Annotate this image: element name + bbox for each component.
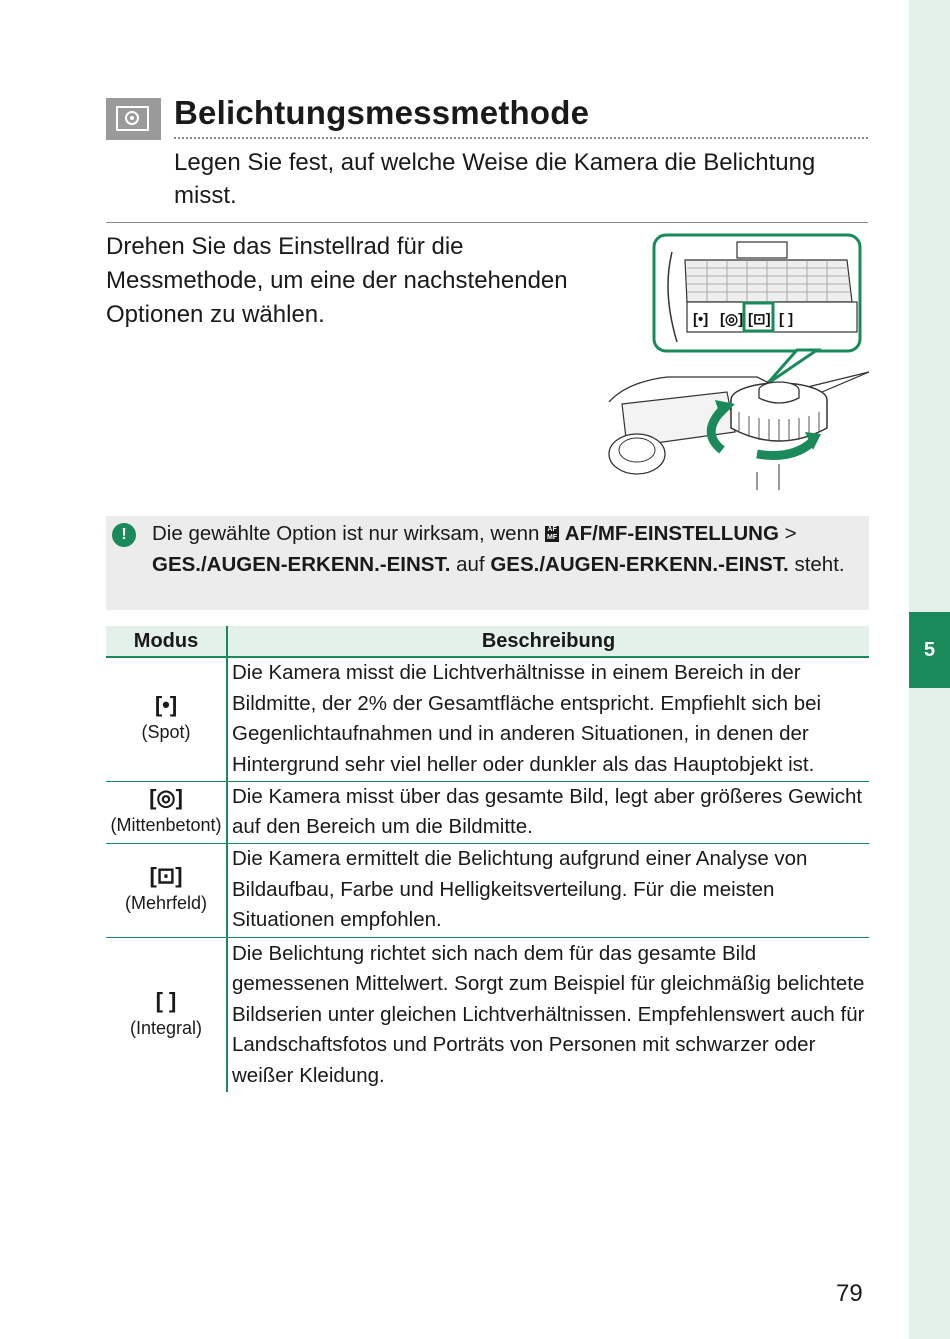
average-mode-icon: [ ] xyxy=(155,987,177,1013)
intro-text: Drehen Sie das Einstellrad für die Messmethode, um eine der nachstehenden Optionen zu wählen. xyxy=(106,233,568,328)
dial-label-spot: [•] xyxy=(693,311,709,328)
note-word-on: auf xyxy=(456,553,485,576)
center-weighted-mode-icon: [◎] xyxy=(149,785,183,810)
multi-mode-icon: [⊡] xyxy=(149,863,183,888)
metering-icon xyxy=(106,98,161,140)
note-separator: > xyxy=(784,522,797,545)
mode-description: Die Kamera misst über das gesamte Bild, legt aber größeres Gewicht auf den Bereich um die Bildmitte. xyxy=(227,781,869,843)
note-value: GES./AUGEN-ERKENN.-EINST. xyxy=(490,553,789,576)
note-text-before: Die gewählte Option ist nur wirksam, wenn xyxy=(152,522,540,545)
column-header-mode: Modus xyxy=(106,626,227,657)
page-title: Belichtungsmessmethode xyxy=(174,94,590,131)
note-box xyxy=(106,516,869,610)
table-row xyxy=(106,843,869,937)
table-row xyxy=(106,937,869,1092)
mode-description: Die Kamera ermittelt die Belichtung aufgrund einer Analyse von Bildaufbau, Farbe und Helligkeitsverteilung. Für die meisten Situationen empfohlen. xyxy=(227,843,869,937)
page-subtitle: Legen Sie fest, auf welche Weise die Kamera die Belichtung misst. xyxy=(174,149,816,209)
note-setting: GES./AUGEN-ERKENN.-EINST. xyxy=(152,553,451,576)
camera-dial-illustration xyxy=(607,232,869,490)
mode-name: (Integral) xyxy=(129,1017,203,1038)
dial-label-center: [◎] xyxy=(720,311,744,328)
mode-name: (Spot) xyxy=(141,722,191,743)
table-row xyxy=(106,657,869,781)
dial-label-multi: [⊡] xyxy=(748,311,771,328)
mode-name: (Mittenbetont) xyxy=(110,815,222,835)
chapter-tab[interactable]: 5 xyxy=(909,612,950,688)
note-text-after: steht. xyxy=(794,553,845,576)
spot-mode-icon: [•] xyxy=(154,692,178,718)
column-header-description: Beschreibung xyxy=(227,626,869,657)
page-number: 79 xyxy=(836,1280,863,1307)
af-mf-menu-icon: AF MF xyxy=(547,526,558,541)
table-row xyxy=(106,781,869,843)
title-divider xyxy=(174,137,868,139)
dial-label-average: [ ] xyxy=(779,311,794,328)
mode-description: Die Belichtung richtet sich nach dem für das gesamte Bild gemessenen Mittelwert. Sorgt zum Beispiel für gleichmäßig belichtete Bildserien unter gleichen Lichtverhältnissen. Empfehlenswert auch für Landschaftsfotos und Porträts von Personen mit schwarzer oder weißer Kleidung. xyxy=(232,941,865,1087)
mode-name: (Mehrfeld) xyxy=(124,893,208,913)
section-divider xyxy=(106,222,868,223)
metering-modes-table xyxy=(106,626,869,1092)
note-text xyxy=(152,518,862,580)
mode-description: Die Kamera misst die Lichtverhältnisse in einem Bereich in der Bildmitte, der 2% der Gesamtfläche entspricht. Empfiehlt sich bei Gegenlichtaufnahmen und in anderen Situationen, in denen der Hintergrund sehr viel heller oder dunkler als das Hauptobjekt ist. xyxy=(227,657,869,781)
caution-icon: ! xyxy=(112,523,136,547)
note-menu-path: AF/MF-EINSTELLUNG xyxy=(564,522,779,545)
